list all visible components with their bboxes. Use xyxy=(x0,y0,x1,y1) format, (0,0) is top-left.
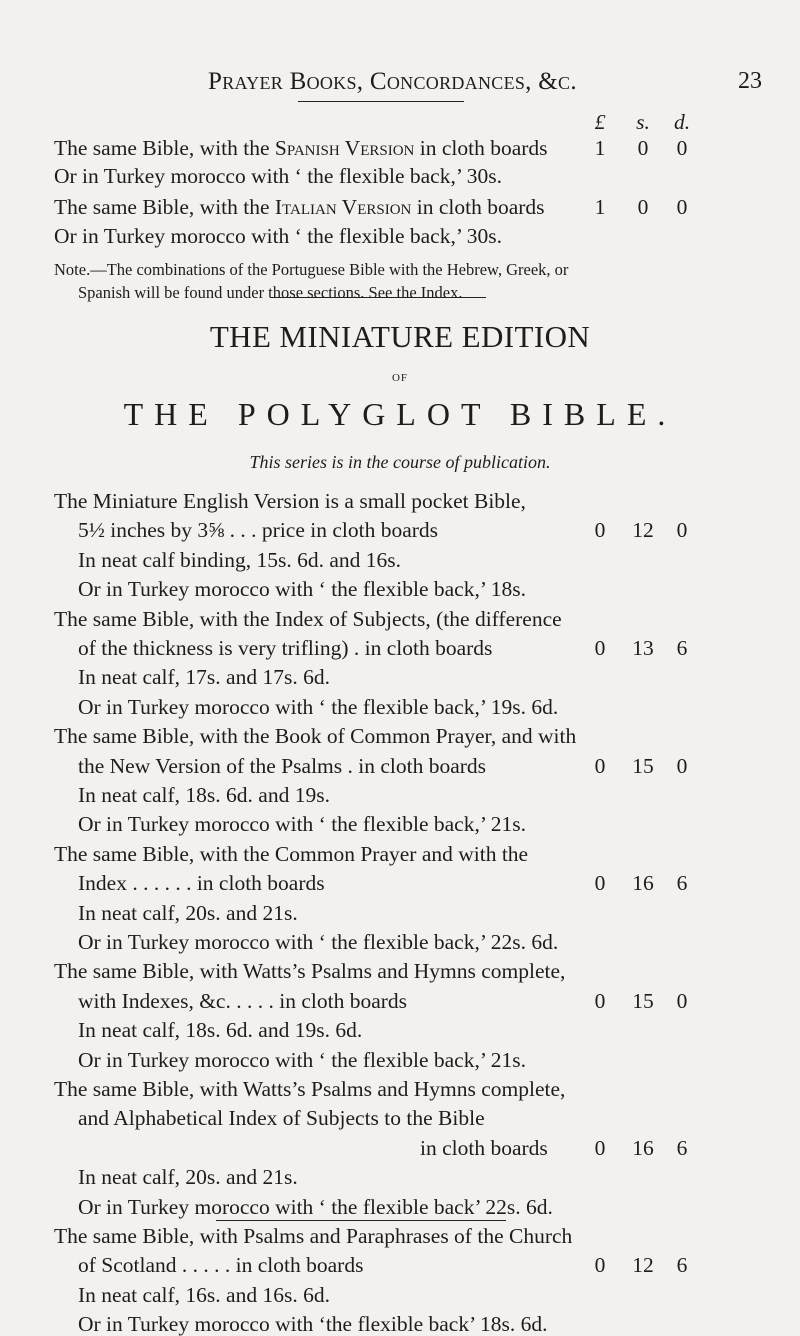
price-shillings: 16 xyxy=(632,1136,654,1160)
title-line-1: THE MINIATURE EDITION xyxy=(209,319,591,354)
top-rule xyxy=(298,101,464,102)
entry-line: The same Bible, with the Common Prayer and with the xyxy=(54,842,529,866)
price-shillings: 16 xyxy=(632,871,654,895)
entry-line: of the thickness is very trifling) . in cloth boards xyxy=(78,636,493,660)
entry-line: Or in Turkey morocco with ‘ the flexible back,’ 22s. 6d. xyxy=(78,930,559,954)
price-pence: 6 xyxy=(676,636,688,660)
price-shillings: 0 xyxy=(637,195,649,219)
entry-line: in cloth boards xyxy=(420,1136,548,1160)
price-pence: 6 xyxy=(676,871,688,895)
section-rule xyxy=(270,297,486,298)
price-shillings: 12 xyxy=(632,518,654,542)
entry-line: The Miniature English Version is a small pocket Bible, xyxy=(54,489,526,513)
price-pence: 0 xyxy=(676,518,688,542)
text-line: Or in Turkey morocco with ‘ the flexible back,’ 30s. xyxy=(54,224,503,248)
entry-line: Or in Turkey morocco with ‘ the flexible back’ 22s. 6d. xyxy=(78,1195,553,1219)
entry-line: The same Bible, with the Book of Common Prayer, and with xyxy=(54,724,577,748)
entry-line: In neat calf, 18s. 6d. and 19s. xyxy=(78,783,330,807)
price-pounds: 0 xyxy=(594,518,606,542)
price-shillings: 12 xyxy=(632,1253,654,1277)
note-line-1: Note.—The combinations of the Portuguese Bible with the Hebrew, Greek, or xyxy=(54,260,569,279)
entry-line: the New Version of the Psalms . in cloth boards xyxy=(78,754,487,778)
entry-line: 5½ inches by 3⅝ . . . price in cloth boards xyxy=(78,518,439,542)
price-pounds: 0 xyxy=(594,636,606,660)
price-pounds: 1 xyxy=(594,136,606,160)
price-pence: 0 xyxy=(676,754,688,778)
entry-line: Or in Turkey morocco with ‘ the flexible back,’ 19s. 6d. xyxy=(78,695,559,719)
entry-line: The same Bible, with the Index of Subjects, (the difference xyxy=(54,607,562,631)
page-number: 23 xyxy=(738,68,762,94)
entry-line: The same Bible, with Watts’s Psalms and Hymns complete, xyxy=(54,959,566,983)
pence-header: d. xyxy=(673,110,691,134)
subtitle: This series is in the course of publication. xyxy=(249,452,551,472)
entry-line: In neat calf binding, 15s. 6d. and 16s. xyxy=(78,548,402,572)
entry-line: Index . . . . . . in cloth boards xyxy=(78,871,325,895)
price-pence: 0 xyxy=(676,136,688,160)
running-head: Prayer Books, Concordances, &c. xyxy=(208,68,577,95)
price-pounds: 0 xyxy=(594,754,606,778)
price-pounds: 1 xyxy=(594,195,606,219)
price-pounds: 0 xyxy=(594,989,606,1013)
entry-line: Or in Turkey morocco with ‘ the flexible back,’ 18s. xyxy=(78,577,527,601)
price-pounds: 0 xyxy=(594,871,606,895)
pounds-header: £ xyxy=(594,110,606,134)
price-shillings: 15 xyxy=(632,754,654,778)
entry-line: and Alphabetical Index of Subjects to the Bible xyxy=(78,1106,485,1130)
entry-line: with Indexes, &c. . . . . in cloth boards xyxy=(78,989,408,1013)
entry-line: Or in Turkey morocco with ‘the flexible back’ 18s. 6d. xyxy=(78,1312,548,1336)
entry-line: Or in Turkey morocco with ‘ the flexible back,’ 21s. xyxy=(78,1048,527,1072)
price-shillings: 13 xyxy=(632,636,654,660)
title-line-2: THE POLYGLOT BIBLE. xyxy=(123,396,677,432)
entry-line: In neat calf, 20s. and 21s. xyxy=(78,1165,298,1189)
entry-line: In neat calf, 16s. and 16s. 6d. xyxy=(78,1283,330,1307)
price-pence: 0 xyxy=(676,195,688,219)
price-pence: 6 xyxy=(676,1136,688,1160)
italian-version-line: The same Bible, with the Italian Version in cloth boards xyxy=(54,195,545,219)
price-pounds: 0 xyxy=(594,1136,606,1160)
price-shillings: 0 xyxy=(637,136,649,160)
entry-line: of Scotland . . . . . in cloth boards xyxy=(78,1253,364,1277)
entry-line: In neat calf, 17s. and 17s. 6d. xyxy=(78,665,330,689)
price-pence: 0 xyxy=(676,989,688,1013)
entry-line: The same Bible, with Watts’s Psalms and Hymns complete, xyxy=(54,1077,566,1101)
note-line-2: Spanish will be found under those sections. See the Index. xyxy=(78,283,463,302)
price-pence: 6 xyxy=(676,1253,688,1277)
entry-line: The same Bible, with Psalms and Paraphrases of the Church xyxy=(54,1224,573,1248)
title-of: OF xyxy=(391,372,409,384)
shillings-header: s. xyxy=(636,110,650,134)
spanish-version-line: The same Bible, with the Spanish Version in cloth boards xyxy=(54,136,548,160)
entry-line: In neat calf, 20s. and 21s. xyxy=(78,901,298,925)
entry-line: In neat calf, 18s. 6d. and 19s. 6d. xyxy=(78,1018,363,1042)
bottom-rule xyxy=(216,1220,506,1221)
price-pounds: 0 xyxy=(594,1253,606,1277)
entry-line: Or in Turkey morocco with ‘ the flexible back,’ 21s. xyxy=(78,812,527,836)
price-shillings: 15 xyxy=(632,989,654,1013)
text-line: Or in Turkey morocco with ‘ the flexible back,’ 30s. xyxy=(54,164,503,188)
